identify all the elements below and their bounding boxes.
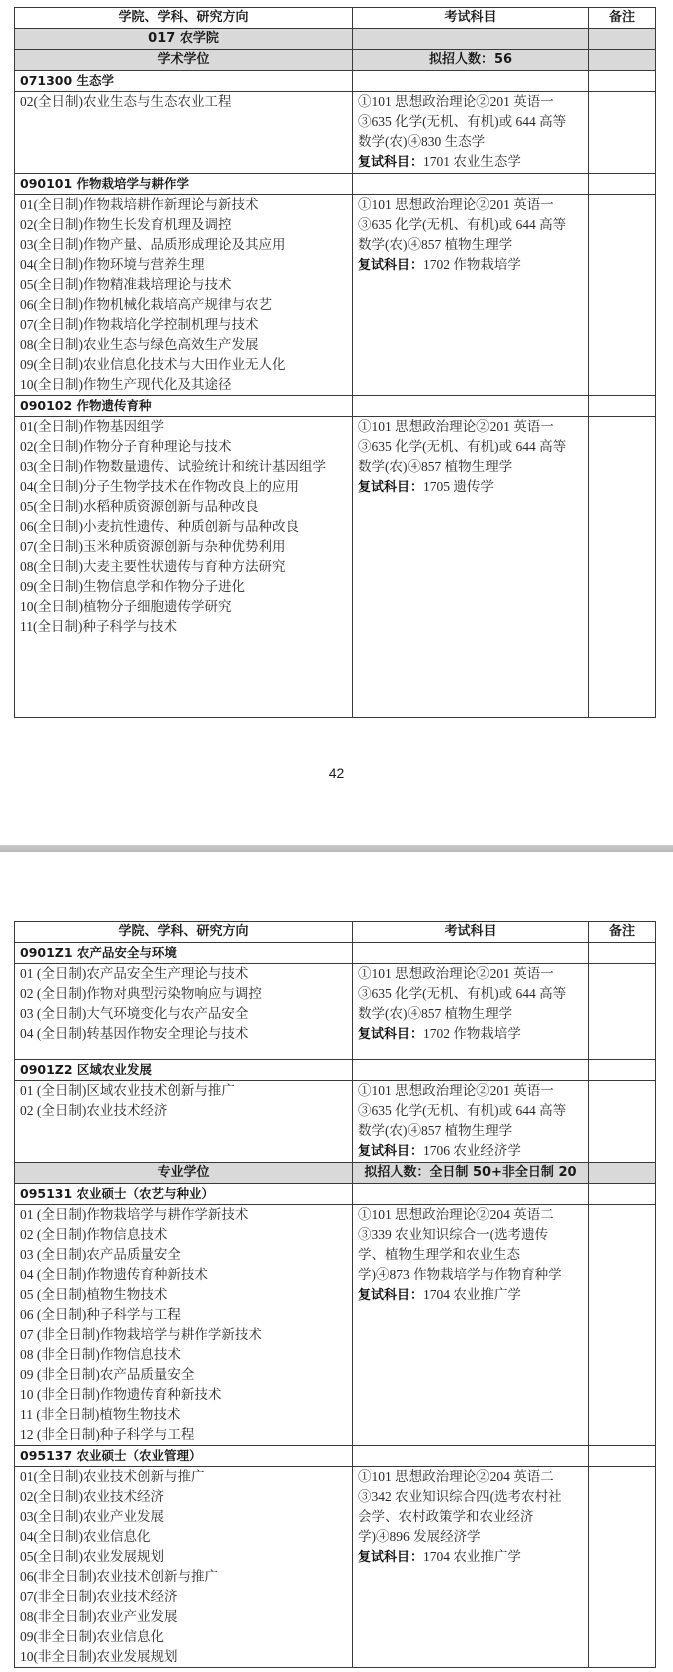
- research-direction: 10(全日制)植物分子细胞遗传学研究: [20, 599, 232, 614]
- research-direction: 08(全日制)大麦主要性状遗传与育种方法研究: [20, 559, 286, 574]
- research-direction: 09(非全日制)农业信息化: [20, 1629, 164, 1644]
- remarks-cell: [589, 195, 656, 396]
- major-detail-row: [15, 1205, 656, 1446]
- research-direction: 01 (全日制)农产品安全生产理论与技术: [20, 966, 249, 981]
- exam-subjects-cell: [353, 1205, 589, 1446]
- research-direction: 05(全日制)农业发展规划: [20, 1549, 164, 1564]
- research-direction: 01(全日制)作物栽培耕作新理论与新技术: [20, 197, 259, 212]
- research-direction: 05(全日制)作物精准栽培理论与技术: [20, 277, 232, 292]
- header-college-discipline: 学院、学科、研究方向: [15, 8, 353, 29]
- exam-subject-line: 会学、农村政策学和农业经济: [358, 1509, 534, 1524]
- exam-subject-line: ①101 思想政治理论②201 英语一: [358, 966, 554, 981]
- research-directions-cell: [15, 964, 353, 1060]
- degree-type-row-academic: [15, 50, 656, 71]
- retest-label: 复试科目：: [358, 1144, 424, 1159]
- enrollment-quota: 拟招人数：56: [353, 50, 589, 71]
- major-detail-row: [15, 1467, 656, 1668]
- remarks-cell: [589, 1081, 656, 1163]
- header-exam-subjects: 考试科目: [353, 8, 589, 29]
- table-header-row: [15, 8, 656, 29]
- remarks-cell: [589, 417, 656, 718]
- research-direction: 04 (全日制)作物遗传育种新技术: [20, 1267, 208, 1282]
- research-direction: 06(全日制)小麦抗性遗传、种质创新与品种改良: [20, 519, 299, 534]
- major-title: 0901Z2 区域农业发展: [15, 1060, 353, 1081]
- research-direction: 10(全日制)作物生产现代化及其途径: [20, 377, 232, 392]
- exam-subject-line: ③635 化学(无机、有机)或 644 高等: [358, 217, 567, 232]
- exam-subject-line: ③635 化学(无机、有机)或 644 高等: [358, 114, 567, 129]
- research-direction: 06(非全日制)农业技术创新与推广: [20, 1569, 218, 1584]
- admissions-table-page-42: [14, 7, 656, 718]
- exam-subject-line: 数学(农)④857 植物生理学: [358, 1123, 513, 1138]
- research-direction: 05 (全日制)植物生物技术: [20, 1287, 168, 1302]
- research-direction: 02 (全日制)作物信息技术: [20, 1227, 168, 1242]
- header-exam-subjects: 考试科目: [353, 922, 589, 943]
- page-number: 42: [328, 765, 345, 781]
- table-header-row: [15, 922, 656, 943]
- research-direction: 04(全日制)作物环境与营养生理: [20, 257, 205, 272]
- research-direction: 03(全日制)农业产业发展: [20, 1509, 164, 1524]
- exam-subject-line: ③635 化学(无机、有机)或 644 高等: [358, 986, 567, 1001]
- exam-subject-line: 学、植物生理学和农业生态: [358, 1247, 520, 1262]
- retest-subject: [358, 152, 583, 173]
- retest-subject: [358, 1024, 583, 1045]
- remarks-cell: [589, 1467, 656, 1668]
- exam-subject-line: ①101 思想政治理论②204 英语二: [358, 1469, 554, 1484]
- research-direction: 02(全日制)作物分子育种理论与技术: [20, 439, 232, 454]
- retest-value: 1705 遗传学: [423, 479, 494, 494]
- degree-type-label: 专业学位: [15, 1163, 353, 1184]
- research-direction: 09(全日制)生物信息学和作物分子进化: [20, 579, 245, 594]
- research-direction: 06(全日制)作物机械化栽培高产规律与农艺: [20, 297, 272, 312]
- research-direction: 02 (全日制)农业技术经济: [20, 1103, 168, 1118]
- retest-label: 复试科目：: [358, 155, 424, 170]
- major-title: 0901Z1 农产品安全与环境: [15, 943, 353, 964]
- header-remarks: 备注: [589, 8, 656, 29]
- major-title: 095137 农业硕士（农业管理）: [15, 1446, 353, 1467]
- research-direction: 02(全日制)作物生长发育机理及调控: [20, 217, 232, 232]
- research-directions-cell: [15, 417, 353, 718]
- major-title-row: [15, 1060, 656, 1081]
- retest-value: 1704 农业推广学: [423, 1287, 521, 1302]
- research-direction: 03(全日制)作物数量遗传、试验统计和统计基因组学: [20, 459, 326, 474]
- major-detail-row: [15, 1081, 656, 1163]
- exam-subject-line: ①101 思想政治理论②204 英语二: [358, 1207, 554, 1222]
- major-detail-row: [15, 964, 656, 1060]
- exam-subject-line: ①101 思想政治理论②201 英语一: [358, 419, 554, 434]
- major-title-row: [15, 71, 656, 92]
- research-directions-cell: [15, 1205, 353, 1446]
- retest-value: 1702 作物栽培学: [423, 257, 521, 272]
- exam-subject-line: 数学(农)④857 植物生理学: [358, 237, 513, 252]
- exam-subject-line: ③635 化学(无机、有机)或 644 高等: [358, 439, 567, 454]
- retest-subject: [358, 477, 583, 498]
- exam-subjects-cell: [353, 1467, 589, 1668]
- research-direction: 03 (全日制)农产品质量安全: [20, 1247, 181, 1262]
- retest-subject: [358, 1547, 583, 1568]
- major-title: 071300 生态学: [15, 71, 353, 92]
- retest-value: 1704 农业推广学: [423, 1549, 521, 1564]
- research-direction: 12 (非全日制)种子科学与工程: [20, 1427, 195, 1442]
- exam-subjects-cell: [353, 92, 589, 174]
- exam-subject-line: 数学(农)④857 植物生理学: [358, 1006, 513, 1021]
- retest-subject: [358, 1141, 583, 1162]
- retest-subject: [358, 255, 583, 276]
- admissions-table-page-43: [14, 921, 656, 1668]
- exam-subject-line: ①101 思想政治理论②201 英语一: [358, 1083, 554, 1098]
- research-direction: 10 (非全日制)作物遗传育种新技术: [20, 1387, 222, 1402]
- document-page-43: [0, 852, 673, 1672]
- research-direction: 08 (非全日制)作物信息技术: [20, 1347, 181, 1362]
- retest-label: 复试科目：: [358, 258, 424, 273]
- research-direction: 07(非全日制)农业技术经济: [20, 1589, 178, 1604]
- major-title-row: [15, 396, 656, 417]
- research-direction: 02(全日制)农业技术经济: [20, 1489, 164, 1504]
- retest-value: 1701 农业生态学: [423, 154, 521, 169]
- major-title-row: [15, 174, 656, 195]
- degree-type-row-professional: [15, 1163, 656, 1184]
- research-direction: 10(非全日制)农业发展规划: [20, 1649, 178, 1664]
- research-direction: 03(全日制)作物产量、品质形成理论及其应用: [20, 237, 286, 252]
- research-direction: 01 (全日制)区域农业技术创新与推广: [20, 1083, 235, 1098]
- major-detail-row: [15, 195, 656, 396]
- enrollment-quota: 拟招人数：全日制 50+非全日制 20: [353, 1163, 589, 1184]
- exam-subjects-cell: [353, 417, 589, 718]
- research-directions-cell: [15, 1467, 353, 1668]
- exam-subject-line: 数学(农)④830 生态学: [358, 134, 486, 149]
- degree-type-label: 学术学位: [15, 50, 353, 71]
- research-direction: 08(非全日制)农业产业发展: [20, 1609, 178, 1624]
- college-name: 017 农学院: [15, 29, 353, 50]
- research-direction: 01(全日制)农业技术创新与推广: [20, 1469, 205, 1484]
- exam-subject-line: ①101 思想政治理论②201 英语一: [358, 197, 554, 212]
- major-title: 090101 作物栽培学与耕作学: [15, 174, 353, 195]
- header-remarks: 备注: [589, 922, 656, 943]
- retest-label: 复试科目：: [358, 1288, 424, 1303]
- research-direction: 01 (全日制)作物栽培学与耕作学新技术: [20, 1207, 249, 1222]
- research-direction: 01(全日制)作物基因组学: [20, 419, 164, 434]
- research-direction: 09(全日制)农业信息化技术与大田作业无人化: [20, 357, 286, 372]
- exam-subject-line: ③635 化学(无机、有机)或 644 高等: [358, 1103, 567, 1118]
- exam-subjects-cell: [353, 964, 589, 1060]
- major-title-row: [15, 943, 656, 964]
- research-direction: 11(全日制)种子科学与技术: [20, 619, 177, 634]
- retest-value: 1706 农业经济学: [423, 1143, 521, 1158]
- retest-label: 复试科目：: [358, 480, 424, 495]
- remarks-cell: [589, 1205, 656, 1446]
- header-college-discipline: 学院、学科、研究方向: [15, 922, 353, 943]
- exam-subject-line: 学)④873 作物栽培学与作物育种学: [358, 1267, 562, 1282]
- research-directions-cell: [15, 1081, 353, 1163]
- major-title: 090102 作物遗传育种: [15, 396, 353, 417]
- major-detail-row: [15, 92, 656, 174]
- exam-subject-line: 数学(农)④857 植物生理学: [358, 459, 513, 474]
- exam-subjects-cell: [353, 195, 589, 396]
- college-row: [15, 29, 656, 50]
- research-direction: 03 (全日制)大气环境变化与农产品安全: [20, 1006, 249, 1021]
- research-direction: 04(全日制)分子生物学技术在作物改良上的应用: [20, 479, 299, 494]
- exam-subject-line: 学)④896 发展经济学: [358, 1529, 481, 1544]
- remarks-cell: [589, 92, 656, 174]
- remarks-cell: [589, 964, 656, 1060]
- research-direction: 04(全日制)农业信息化: [20, 1529, 151, 1544]
- research-direction: 04 (全日制)转基因作物安全理论与技术: [20, 1026, 249, 1041]
- research-direction: 08(全日制)农业生态与绿色高效生产发展: [20, 337, 259, 352]
- research-directions-cell: [15, 195, 353, 396]
- research-direction: 06 (全日制)种子科学与工程: [20, 1307, 181, 1322]
- research-direction: 07(全日制)玉米种质资源创新与杂种优势利用: [20, 539, 286, 554]
- exam-subject-line: ①101 思想政治理论②201 英语一: [358, 94, 554, 109]
- exam-subjects-cell: [353, 1081, 589, 1163]
- major-detail-row: [15, 417, 656, 718]
- research-direction: 05(全日制)水稻种质资源创新与品种改良: [20, 499, 259, 514]
- research-direction: 09 (非全日制)农产品质量安全: [20, 1367, 195, 1382]
- research-direction: 02 (全日制)作物对典型污染物响应与调控: [20, 986, 262, 1001]
- exam-subject-line: ③342 农业知识综合四(选考农村社: [358, 1489, 562, 1504]
- major-title: 095131 农业硕士（农艺与种业）: [15, 1184, 353, 1205]
- major-title-row: [15, 1184, 656, 1205]
- page-separator: [0, 845, 673, 852]
- research-direction: 02(全日制)农业生态与生态农业工程: [20, 94, 232, 109]
- retest-label: 复试科目：: [358, 1027, 424, 1042]
- retest-subject: [358, 1285, 583, 1306]
- research-directions-cell: [15, 92, 353, 174]
- research-direction: 11 (非全日制)植物生物技术: [20, 1407, 181, 1422]
- research-direction: 07(全日制)作物栽培化学控制机理与技术: [20, 317, 259, 332]
- research-direction: 07 (非全日制)作物栽培学与耕作学新技术: [20, 1327, 262, 1342]
- major-title-row: [15, 1446, 656, 1467]
- exam-subject-line: ③339 农业知识综合一(选考遗传: [358, 1227, 549, 1242]
- retest-value: 1702 作物栽培学: [423, 1026, 521, 1041]
- retest-label: 复试科目：: [358, 1550, 424, 1565]
